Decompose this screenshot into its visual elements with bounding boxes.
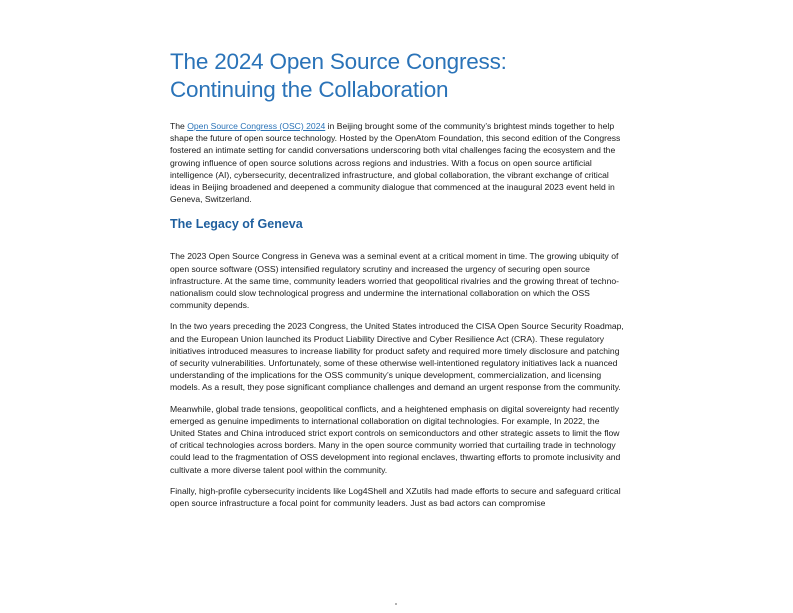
osc-2024-link[interactable]: Open Source Congress (OSC) 2024: [187, 121, 326, 131]
intro-body-text: in Beijing brought some of the community’s brightest minds together to help shape the future of open source technology. Hosted by the OpenAtom Foundation, this second edition of the Congress fostered an intimate setting for candid conversations underscoring both vital challenges facing the ecosystem and the growing influence of open source solutions across regions and industries. With a focus on open source artificial intelligence (AI), cybersecurity, decentralized infrastructure, and global collaboration, the vibrant exchange of critical ideas in Beijing broadened and deepened a community dialogue that commenced at the inaugural 2023 event held in Geneva, Switzerland.: [170, 121, 621, 205]
body-paragraph-3: Meanwhile, global trade tensions, geopolitical conflicts, and a heightened emphasis on digital sovereignty had recently emerged as genuine impediments to international collaboration on digital technologies. For example, In 2022, the United States and China introduced strict export controls on semiconductors and other strategic assets to limit the flow of critical technologies across borders. Many in the open source community worried that curtailing trade in technology could lead to the fragmentation of OSS development into regional enclaves, thwarting efforts to promote inclusivity and cultivate a more diverse talent pool within the community.: [170, 403, 621, 475]
title-line-1: The 2024 Open Source Congress:: [170, 49, 507, 74]
body-paragraph-4: Finally, high-profile cybersecurity incidents like Log4Shell and XZutils had made efforts to secure and safeguard critical open source infrastructure a focal point for community leaders. Just as bad actors can compromise: [170, 485, 621, 509]
document-title: [170, 48, 625, 104]
body-paragraph-1: The 2023 Open Source Congress in Geneva was a seminal event at a critical moment in time. The growing ubiquity of open source software (OSS) intensified regulatory scrutiny and increased the urgency of securing open source infrastructure. At the same time, community leaders worried that geopolitical rivalries and the growing threat of techno-nationalism could slow technological progress and undermine the international collaboration on which the OSS community depends.: [170, 251, 619, 311]
intro-lead-text: The: [170, 121, 188, 131]
body-paragraph-2: In the two years preceding the 2023 Congress, the United States introduced the CISA Open Source Security Roadmap, and the European Union launched its Product Liability Directive and Cyber Resilience Act (CRA). These regulatory initiatives introduced measures to increase liability for product safety and required more timely disclosure and patching of security vulnerabilities. Unfortunately, some of these otherwise well-intentioned regulatory initiatives lack a nuanced understanding of the implications for the OSS community’s unique development, commercialization, and licensing models. As a result, they pose significant compliance challenges and demand an urgent response from the community.: [170, 321, 624, 393]
title-line-2: Continuing the Collaboration: [170, 77, 449, 102]
document-page: [170, 48, 625, 518]
section-heading: The Legacy of Geneva: [170, 217, 303, 232]
intro-paragraph: [170, 120, 625, 205]
page-marker-dot: [395, 603, 397, 605]
